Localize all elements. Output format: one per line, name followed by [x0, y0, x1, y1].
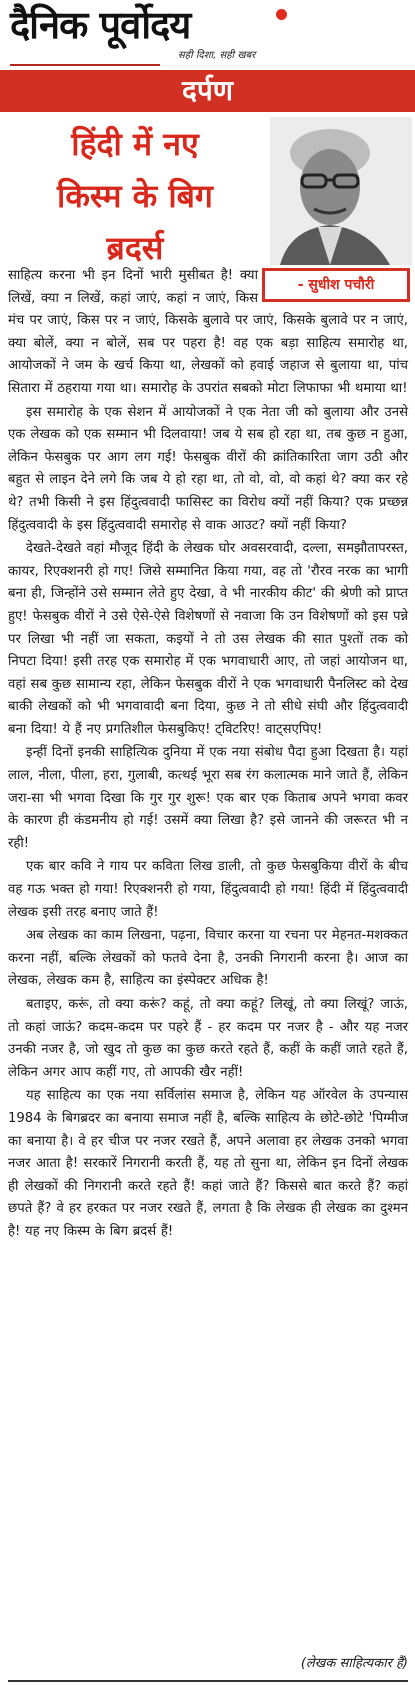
author-portrait-icon	[270, 117, 412, 265]
sun-logo-icon	[276, 9, 287, 20]
headline-line-3: ब्रदर्स	[106, 229, 164, 267]
headline-line-1: हिंदी में नए	[71, 125, 199, 163]
article-paragraph: देखते-देखते वहां मौजूद हिंदी के लेखक घोर अवसरवादी, दल्ला, समझौतापरस्त, कायर, रिएक्शनरी हो गए! जिसे सम्मानित किया गया, वह तो 'रौरव नरक का भागी बना ही, जिन्होंने उसे सम्मान लेते हुए देखा, वे भी नारकीय कीट' की श्रेणी को प्राप्त हुए! फेसबुक वीरों ने उसे ऐसे-ऐसे विशेषणों से नवाजा कि उन विशेषणों को इस पन्ने पर लिखा भी नहीं जा सकता, कइयों ने तो उस लेखक की सात पुश्तों तक को निपटा दिया! इसी तरह एक समारोह में एक भगवाधारी आए, तो जहां आयोजन था, वहां सब कुछ सामान्य रहा, लेकिन फेसबुक वीरों ने एक भगवाधारी पैनलिस्ट को देख बाकी लेखकों को भी भगवावादी बना दिया, कुछ ने तो सीधे संघी और हिंदुत्ववादी बना दिया! ये हैं नए प्रगतिशील फेसबुकिए! ट्विटरिए! वाट्सएपिए!	[8, 541, 408, 737]
article-paragraph: साहित्य करना भी इन दिनों भारी मुसीबत है! क्या लिखें, क्या न लिखें, कहां जाएं, कहां न जाएं, किस मंच पर जाएं, किस पर न जाएं, किसके बुलावे पर जाएं, किसके बुलावे पर न जाएं, क्या बोलें, क्या न बोलें, सब पर पहरा है! वह एक बड़ा साहित्य समारोह था, आयोजकों ने जम के खर्च किया था, लेखकों को हवाई जहाज से बुलाया था, पांच सितारा में ठहराया गया था। समारोह के उपरांत सबको मोटा लिफाफा भी थमाया था!	[8, 265, 408, 401]
author-note: (लेखक साहित्यकार हैं)	[300, 1656, 408, 1671]
article-paragraph: बताइए, करूं, तो क्या करूं? कहूं, तो क्या कहूं? लिखूं, तो क्या लिखूं? जाऊं, तो कहां जाऊं? कदम-कदम पर पहरे हैं - हर कदम पर नजर है - और यह नजर उनकी नजर है, जो खुद तो कुछ का कुछ करते रहते हैं, कहीं के कहीं जाते रहते हैं, लेकिन अगर आप कहीं गए, तो आपकी खैर नहीं!	[8, 997, 408, 1080]
section-name: दर्पण	[181, 74, 234, 107]
article-paragraph: अब लेखक का काम लिखना, पढ़ना, विचार करना या रचना पर मेहनत-मशक्कत करना नहीं, बल्कि लेखकों को फतवे देना है, उनकी निगरानी करना है। आज का लेखक, लेखक कम है, साहित्य का इंस्पेक्टर अधिक है!	[8, 928, 408, 989]
headline-line-2: किस्म के बिग	[57, 177, 213, 215]
author-photo	[270, 117, 412, 265]
article-body	[8, 265, 408, 1244]
author-byline: - सुधीश पचौरी	[297, 277, 375, 293]
byline-spacer	[258, 265, 408, 301]
bottom-divider	[8, 1680, 408, 1682]
newspaper-title: दैनिक पूर्वोदय	[10, 3, 191, 47]
article-headline	[6, 118, 264, 274]
article-paragraph: इन्हीं दिनों इनकी साहित्यिक दुनिया में एक नया संबोध पैदा हुआ दिखता है। यहां लाल, नीला, पीला, हरा, गुलाबी, कत्थई भूरा सब रंग कलात्मक माने जाते हैं, लेकिन जरा-सा भी भगवा दिखा कि गुर गुर शुरू! एक बार एक किताब अपने भगवा कवर के कारण ही कंडमनीय हो गई! उसमें क्या लिखा है? इसे जानने की जरूरत भी न रही!	[8, 745, 408, 851]
article-paragraph: एक बार कवि ने गाय पर कविता लिख डाली, तो कुछ फेसबुकिया वीरों के बीच वह गऊ भक्त हो गया! रिएक्शनरी हो गया, हिंदुत्ववादी हो गया! हिंदी में हिंदुत्ववादी लेखक इसी तरह बनाए जाते हैं!	[8, 859, 408, 920]
article-paragraph: इस समारोह के एक सेशन में आयोजकों ने एक नेता जी को बुलाया और उनसे एक लेखक को एक सम्मान भी दिलवाया! जब ये सब हो रहा था, तब कुछ न हुआ, लेकिन फेसबुक पर आग लग गई! फेसबुक वीरों की क्रांतिकारिता जाग उठी और बहुत से लाइन देने लगे कि जब ये हो रहा था, तो वो, वो, वो कहां थे? क्या कर रहे थे? तभी किसी ने इस हिंदुत्ववादी फासिस्ट का विरोध क्यों नहीं किया? एक प्रच्छन्न हिंदुत्ववादी के इस हिंदुत्ववादी समारोह से वाक आउट? क्यों नहीं किया?	[8, 404, 408, 533]
article-paragraph: यह साहित्य का एक नया सर्विलांस समाज है, लेकिन यह ऑरवेल के उपन्यास 1984 के बिगब्रदर का बनाया समाज नहीं है, बल्कि साहित्य के छोटे-छोटे 'पिग्मीज का बनाया है। वे हर चीज पर नजर रखते हैं, अपने अलावा हर लेखक उनको भगवा नजर आता है! सरकारें निगरानी करती हैं, यह तो सुना था, लेकिन इन दिनों लेखक ही लेखकों की निगरानी करते रहते हैं! कहां जाते हैं? किससे बात करते हैं? कहां छपते हैं? वे हर हरकत पर नजर रखते हैं, लगता है कि लेखक ही लेखक का दुश्मन है! यह नए किस्म के बिग ब्रदर्स हैं!	[8, 1088, 408, 1239]
masthead	[0, 0, 415, 68]
masthead-divider	[10, 64, 160, 66]
newspaper-tagline: सही दिशा, सही खबर	[178, 50, 256, 61]
